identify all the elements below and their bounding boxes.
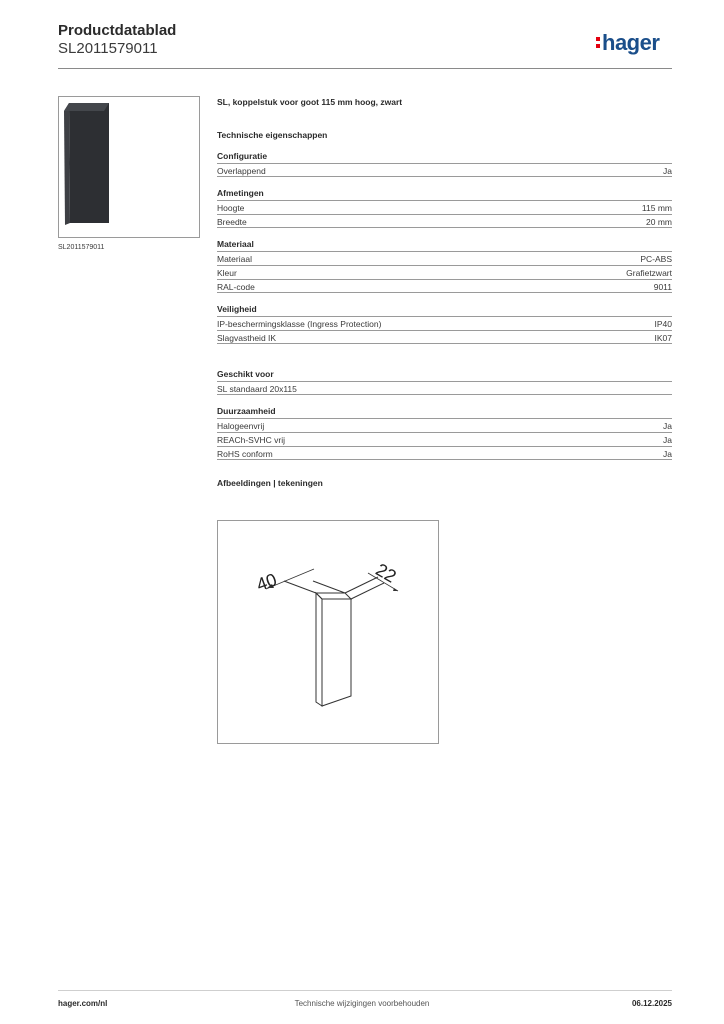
spec-row: SL standaard 20x115 (217, 381, 672, 395)
spec-row: Slagvastheid IK IK07 (217, 330, 672, 344)
group-title: Afmetingen (217, 188, 264, 198)
section-title-tech: Technische eigenschappen (217, 130, 328, 140)
logo-text: hager (602, 30, 660, 55)
product-sku: SL2011579011 (58, 40, 158, 57)
footer-divider (58, 990, 672, 991)
group-title: Configuratie (217, 151, 268, 161)
section-title-drawings: Afbeeldingen | tekeningen (217, 478, 323, 488)
group-title: Duurzaamheid (217, 406, 276, 416)
group-geschikt-voor (217, 368, 672, 395)
spec-row: Kleur Grafietzwart (217, 265, 672, 279)
group-duurzaamheid (217, 405, 672, 460)
logo-dots-icon (596, 35, 600, 50)
dim-label-22: 22 (372, 559, 400, 587)
spec-row: Overlappend Ja (217, 163, 672, 177)
spec-row: Materiaal PC-ABS (217, 251, 672, 265)
group-afmetingen (217, 187, 672, 228)
dim-label-40: 40 (253, 569, 280, 596)
header-divider (58, 68, 672, 69)
group-title: Veiligheid (217, 304, 257, 314)
group-title: Materiaal (217, 239, 254, 249)
spec-row: Breedte 20 mm (217, 214, 672, 228)
spec-row: RAL-code 9011 (217, 279, 672, 293)
group-title: Geschikt voor (217, 369, 274, 379)
spec-row: RoHS conform Ja (217, 446, 672, 460)
coupler-drawing-icon (218, 521, 438, 743)
page-title: Productdatablad (58, 22, 177, 39)
footer-disclaimer: Technische wijzigingen voorbehouden (294, 999, 430, 1008)
spec-row: Halogeenvrij Ja (217, 418, 672, 432)
technical-drawing (217, 520, 439, 744)
product-image-caption: SL2011579011 (58, 244, 105, 251)
group-configuratie (217, 150, 672, 177)
spec-row: Hoogte 115 mm (217, 200, 672, 214)
spec-row: REACh-SVHC vrij Ja (217, 432, 672, 446)
spec-row: IP-beschermingsklasse (Ingress Protection) IP40 (217, 316, 672, 330)
group-materiaal (217, 238, 672, 293)
footer-website-link[interactable]: hager.com/nl (58, 999, 108, 1008)
spec-content (217, 96, 672, 488)
product-coupler-icon (59, 97, 199, 237)
hager-logo (596, 30, 659, 56)
product-image (58, 96, 200, 238)
product-name: SL, koppelstuk voor goot 115 mm hoog, zwart (217, 97, 403, 107)
group-veiligheid (217, 303, 672, 344)
footer-date: 06.12.2025 (631, 999, 672, 1008)
